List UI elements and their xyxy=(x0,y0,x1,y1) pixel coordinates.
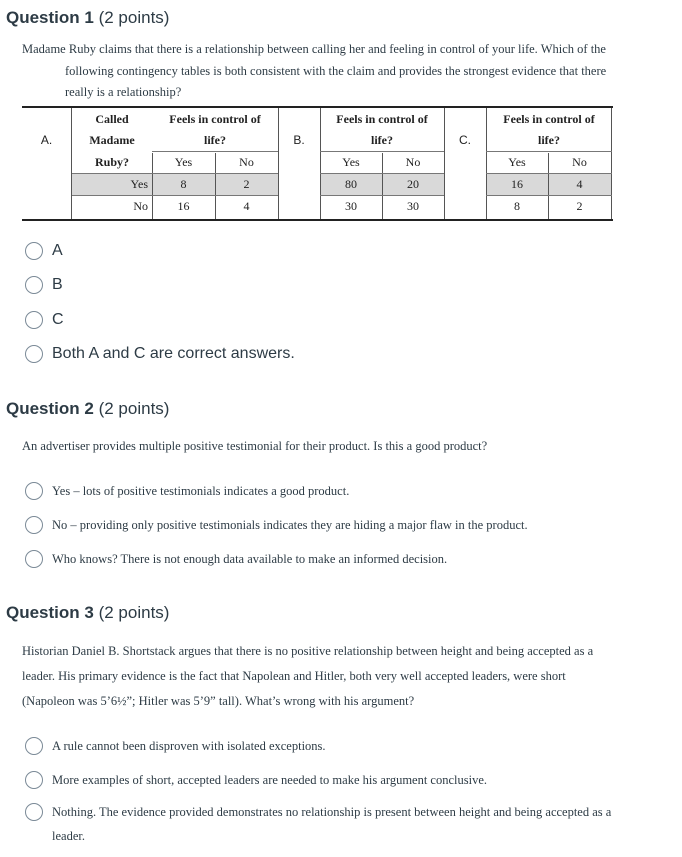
question-3-text-line-1: Historian Daniel B. Shortstack argues that there is no positive relationship between height and being accepted as a xyxy=(22,644,594,658)
q1-option-b[interactable] xyxy=(25,276,63,294)
table-a-feels-header: Feels in control of xyxy=(169,111,261,126)
q1-option-d[interactable] xyxy=(25,345,295,363)
question-3-title xyxy=(6,603,169,623)
q2-option-3-label: Who knows? There is not enough data available to make an informed decision. xyxy=(52,551,448,566)
table-a-label: A. xyxy=(40,133,53,147)
q1-option-a-label: A xyxy=(52,242,63,259)
question-3-text-line-3: (Napoleon was 5’6½”; Hitler was 5’9” tall). What’s wrong with his argument? xyxy=(22,694,415,708)
table-a-col-yes: Yes xyxy=(174,155,193,169)
table-b-no-no: 30 xyxy=(407,199,419,213)
q3-option-2[interactable] xyxy=(25,771,487,789)
table-c-no-no: 2 xyxy=(576,199,583,213)
question-3-points: (2 points) xyxy=(98,603,170,622)
q1-option-d-label: Both A and C are correct answers. xyxy=(52,345,295,362)
question-2-points: (2 points) xyxy=(98,399,170,418)
radio-button[interactable] xyxy=(25,482,43,500)
radio-button[interactable] xyxy=(25,276,43,294)
table-b-col-no: No xyxy=(405,155,421,169)
q3-option-1-label: A rule cannot been disproven with isolated exceptions. xyxy=(52,738,326,753)
radio-button[interactable] xyxy=(25,345,43,363)
q3-option-3-label: Nothing. The evidence provided demonstrates no relationship is present between height and being accepted as a xyxy=(52,804,612,819)
row-label-no: No xyxy=(133,199,148,213)
table-c-yes-no: 4 xyxy=(576,177,583,191)
table-b-feels-header: Feels in control of xyxy=(336,111,428,126)
question-1-points: (2 points) xyxy=(98,8,170,27)
q1-option-c-label: C xyxy=(52,311,64,328)
table-a-yes-no: 2 xyxy=(243,177,250,191)
q3-option-3[interactable] xyxy=(25,803,611,821)
q2-option-1-label: Yes – lots of positive testimonials indicates a good product. xyxy=(52,483,350,498)
table-c-no-yes: 8 xyxy=(514,199,520,213)
table-b-col-yes: Yes xyxy=(342,155,360,169)
radio-button[interactable] xyxy=(25,242,43,260)
question-1-label: Question 1 xyxy=(6,8,94,27)
table-b-label: B. xyxy=(293,133,305,147)
question-3-label: Question 3 xyxy=(6,603,94,622)
q1-option-c[interactable] xyxy=(25,311,64,329)
table-c-col-yes: Yes xyxy=(508,155,526,169)
question-2-title xyxy=(6,399,169,419)
table-b-no-yes: 30 xyxy=(345,199,357,213)
question-1-title xyxy=(6,8,169,28)
q1-option-a[interactable] xyxy=(25,242,63,260)
table-c-yes-yes: 16 xyxy=(511,177,523,191)
table-b-life-header: life? xyxy=(371,132,393,147)
q2-option-2[interactable] xyxy=(25,516,528,534)
radio-button[interactable] xyxy=(25,311,43,329)
question-1-text-line-2: following contingency tables is both consistent with the claim and provides the strongest evidence that there xyxy=(65,64,607,78)
radio-button[interactable] xyxy=(25,771,43,789)
question-1-text-line-3: really is a relationship? xyxy=(65,85,182,99)
question-2-text: An advertiser provides multiple positive testimonial for their product. Is this a good product? xyxy=(22,439,488,453)
radio-button[interactable] xyxy=(25,516,43,534)
q3-option-1[interactable] xyxy=(25,737,326,755)
table-b-yes-no: 20 xyxy=(407,177,419,191)
table-a-col-no: No xyxy=(239,155,254,169)
question-3-text-line-2: leader. His primary evidence is the fact that Napolean and Hitler, both very well accepted leaders, were short xyxy=(22,669,566,683)
q2-option-2-label: No – providing only positive testimonials indicates they are hiding a major flaw in the product. xyxy=(52,517,528,532)
header-called: Called xyxy=(95,111,129,126)
question-1-text-line-1: Madame Ruby claims that there is a relationship between calling her and feeling in control of your life. Which of the xyxy=(22,42,606,56)
table-c-feels-header: Feels in control of xyxy=(503,111,595,126)
table-c-col-no: No xyxy=(572,155,587,169)
contingency-table xyxy=(22,106,613,221)
q3-option-2-label: More examples of short, accepted leaders are needed to make his argument conclusive. xyxy=(52,772,488,787)
q3-option-3-label-continued: leader. xyxy=(52,829,85,843)
table-c-life-header: life? xyxy=(538,132,560,147)
row-label-yes: Yes xyxy=(130,177,148,191)
header-madame: Madame xyxy=(89,132,135,147)
table-c-label: C. xyxy=(459,133,471,147)
header-ruby: Ruby? xyxy=(94,154,129,169)
radio-button[interactable] xyxy=(25,803,43,821)
table-a-no-yes: 16 xyxy=(177,199,190,213)
table-b-yes-yes: 80 xyxy=(345,177,357,191)
table-a-yes-yes: 8 xyxy=(180,177,187,191)
table-a-life-header: life? xyxy=(204,132,226,147)
q2-option-1[interactable] xyxy=(25,482,349,500)
q2-option-3[interactable] xyxy=(25,550,447,568)
question-2-label: Question 2 xyxy=(6,399,94,418)
radio-button[interactable] xyxy=(25,737,43,755)
q1-option-b-label: B xyxy=(52,276,63,293)
radio-button[interactable] xyxy=(25,550,43,568)
table-a-no-no: 4 xyxy=(243,199,250,213)
